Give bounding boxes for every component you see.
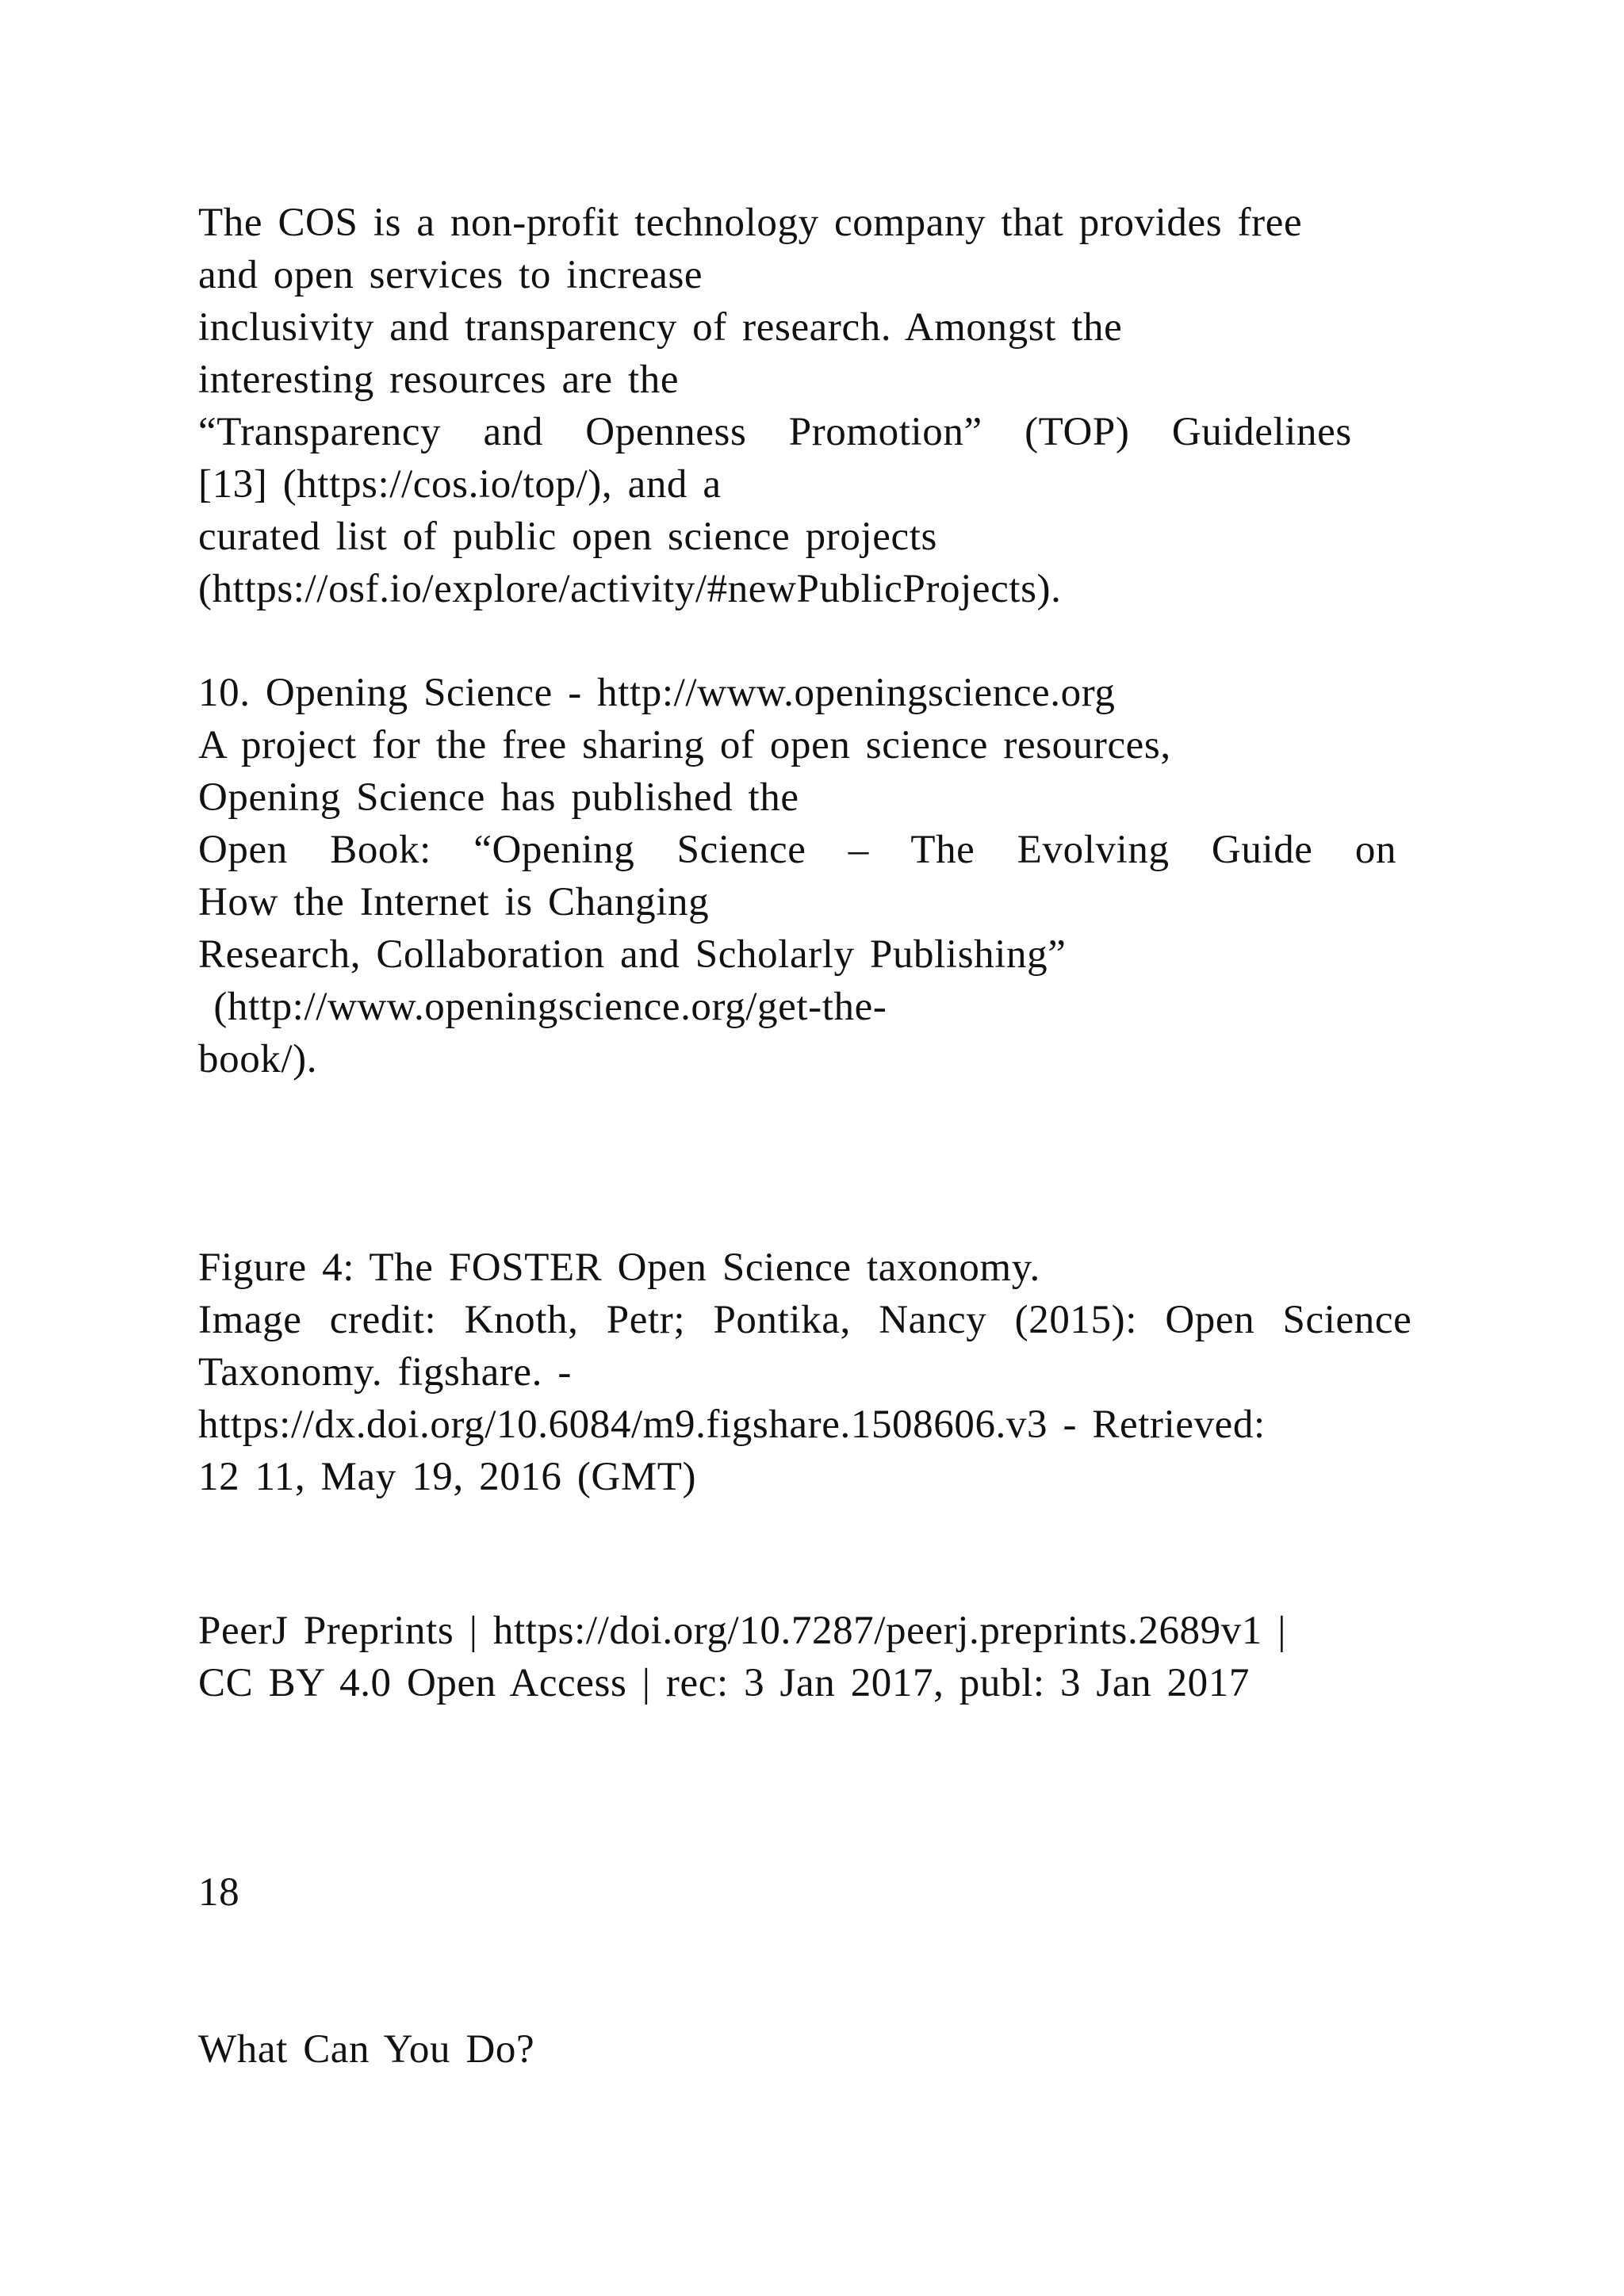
cos-paragraph-line: interesting resources are the — [198, 358, 680, 402]
opening-science-line: Opening Science has published the — [198, 775, 799, 820]
preprint-notice-line: CC BY 4.0 Open Access | rec: 3 Jan 2017, publ: 3 Jan 2017 — [198, 1661, 1250, 1705]
section-heading: What Can You Do? — [198, 2027, 535, 2072]
cos-paragraph-line: curated list of public open science projects — [198, 515, 937, 559]
figure-caption-line: 12 11, May 19, 2016 (GMT) — [198, 1455, 697, 1499]
opening-science-line: Open Book: “Opening Science – The Evolving Guide on — [198, 828, 1397, 872]
page-number: 18 — [198, 1870, 240, 1915]
cos-paragraph-line: and open services to increase — [198, 253, 703, 297]
cos-paragraph-line: inclusivity and transparency of research. Amongst the — [198, 305, 1123, 350]
figure-caption-line: Figure 4: The FOSTER Open Science taxonomy. — [198, 1246, 1040, 1290]
opening-science-line: book/). — [198, 1037, 318, 1081]
opening-science-line: 10. Opening Science - http://www.openingscience.org — [198, 671, 1116, 715]
cos-paragraph-line: “Transparency and Openness Promotion” (TOP) Guidelines — [198, 410, 1352, 454]
opening-science-line: (http://www.openingscience.org/get-the- — [198, 985, 887, 1029]
cos-paragraph-line: (https://osf.io/explore/activity/#newPublicProjects). — [198, 567, 1062, 611]
opening-science-line: A project for the free sharing of open science resources, — [198, 723, 1171, 767]
opening-science-line: How the Internet is Changing — [198, 880, 710, 924]
figure-caption-line: Image credit: Knoth, Petr; Pontika, Nancy (2015): Open Science — [198, 1298, 1412, 1342]
opening-science-line: Research, Collaboration and Scholarly Publishing” — [198, 932, 1067, 977]
preprint-notice-line: PeerJ Preprints | https://doi.org/10.7287/peerj.preprints.2689v1 | — [198, 1609, 1287, 1653]
cos-paragraph-line: The COS is a non-profit technology company that provides free — [198, 201, 1303, 245]
figure-caption-line: Taxonomy. figshare. - — [198, 1350, 572, 1395]
figure-caption-line: https://dx.doi.org/10.6084/m9.figshare.1508606.v3 - Retrieved: — [198, 1402, 1266, 1447]
cos-paragraph-line: [13] (https://cos.io/top/), and a — [198, 462, 722, 507]
